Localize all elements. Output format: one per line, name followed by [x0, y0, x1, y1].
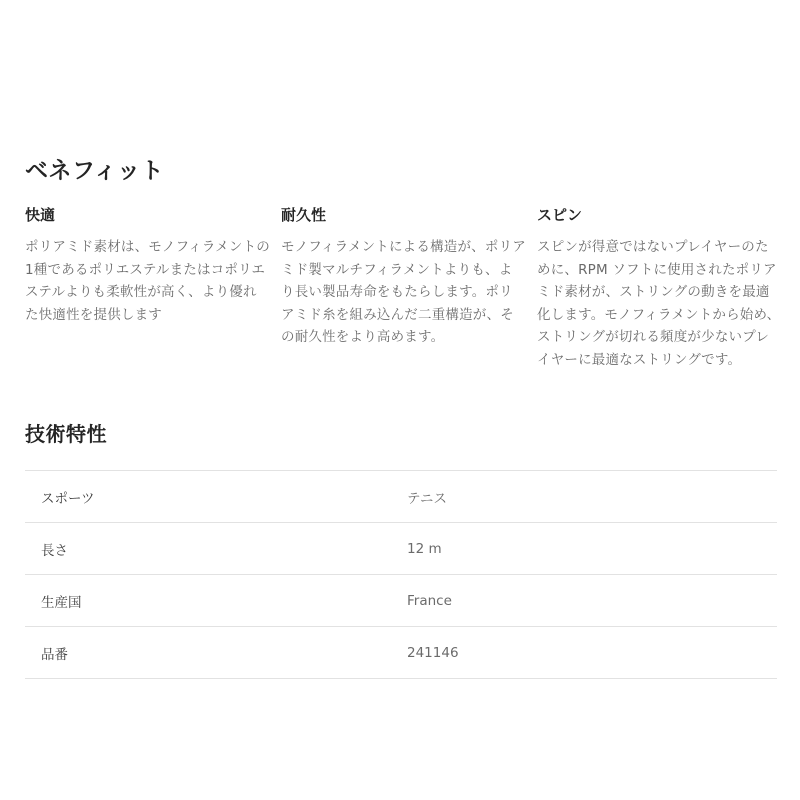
spec-row-item-number — [25, 627, 777, 679]
benefit-text: モノフィラメントによる構造が、ポリアミド製マルチフィラメントよりも、より長い製品寿命をもたらします。ポリアミド糸を組み込んだ二重構造が、その耐久性をより高めます。 — [281, 239, 526, 345]
specs-title: 技術特性 — [25, 422, 107, 446]
spec-value: France — [407, 592, 452, 609]
benefit-comfort — [25, 204, 270, 326]
spec-value: 241146 — [407, 644, 459, 661]
benefit-spin — [537, 204, 782, 371]
spec-label: 生産国 — [41, 594, 82, 611]
spec-table — [25, 470, 777, 679]
benefit-heading: 耐久性 — [281, 206, 327, 224]
spec-row-country — [25, 575, 777, 627]
benefit-text: ポリアミド素材は、モノフィラメントの1種であるポリエステルまたはコポリエステルよりも柔軟性が高く、より優れた快適性を提供します — [25, 239, 270, 323]
benefit-heading: 快適 — [25, 206, 56, 224]
spec-label: 長さ — [41, 542, 68, 559]
spec-row-length — [25, 523, 777, 575]
benefit-heading: スピン — [537, 206, 583, 224]
spec-value: テニス — [407, 490, 447, 507]
spec-row-sport — [25, 471, 777, 523]
spec-label: スポーツ — [41, 490, 95, 507]
spec-value: 12 m — [407, 540, 442, 557]
spec-label: 品番 — [41, 646, 68, 663]
benefits-title: ベネフィット — [25, 158, 165, 184]
benefit-durability — [281, 204, 526, 349]
benefit-text: スピンが得意ではないプレイヤーのために、RPM ソフトに使用されたポリアミド素材が、ストリングの動きを最適化します。モノフィラメントから始め、ストリングが切れる頻度が少ないプレイヤーに最適なストリングです。 — [537, 239, 781, 368]
